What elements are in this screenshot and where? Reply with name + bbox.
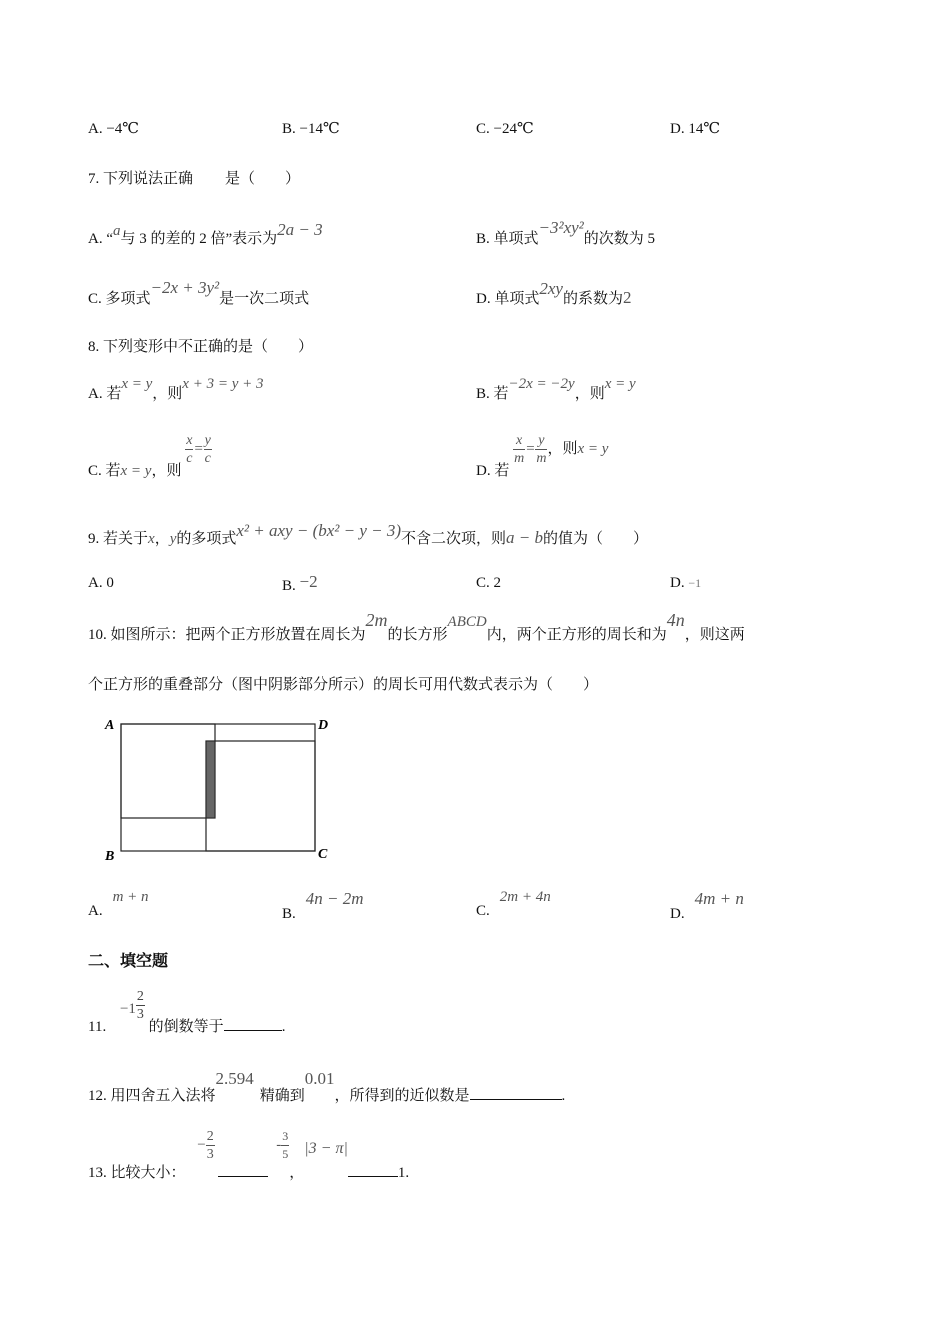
section-title-fill-in: 二、填空题 [88, 951, 169, 970]
q10-stem-d: ，则这两 [684, 627, 745, 643]
q13-answer-blank-1[interactable] [218, 1163, 268, 1177]
q10-option-d [670, 889, 744, 922]
q8-d-equals: = [525, 440, 536, 457]
q9-var-x: x [148, 531, 155, 547]
q9-b-label: B. [282, 578, 296, 594]
q8-d-prefix: D. 若 [476, 462, 510, 479]
q8-c-equals: = [193, 440, 204, 457]
q7-a-expr: 2a − 3 [277, 220, 323, 239]
q8-d-res: x = y [577, 440, 609, 457]
q11-fraction: $\frac{2}{3}$ [136, 989, 144, 1022]
q12-end: . [561, 1088, 566, 1104]
q10-stem-b: 的长方形 [387, 627, 448, 643]
q7-b-suffix: 的次数为 5 [583, 231, 656, 247]
q7-a-prefix: A. “ [88, 231, 113, 247]
q6-option-b: B. −14℃ [282, 121, 340, 137]
q8-c-prefix: C. 若 [88, 462, 121, 479]
q8-d-fraction-right: $\frac{y}{m}$ [536, 433, 547, 466]
q10-option-a [88, 889, 149, 919]
q12 [88, 1069, 566, 1105]
q8-a-prefix: A. 若 [88, 386, 122, 402]
q10-figure [100, 712, 340, 867]
q13-answer-blank-2[interactable] [348, 1163, 398, 1177]
label-d: D [318, 718, 329, 733]
q7-d-mid: 的系数为 [562, 291, 623, 307]
q8-option-d [476, 432, 609, 479]
q7-d-val: 2 [622, 288, 632, 307]
q9-var-y: y [169, 531, 177, 547]
q7-c-prefix: C. 多项式 [88, 291, 151, 307]
q10-stem-a: 10. 如图所示：把两个正方形放置在周长为 [88, 627, 366, 643]
q11 [88, 988, 286, 1035]
q11-number: 11. [88, 1018, 107, 1035]
label-b: B [105, 849, 115, 864]
q9-b-val: −2 [299, 572, 318, 591]
q9-expression: x² + axy − (bx² − y − 3) [236, 521, 402, 540]
q8-c-fraction-right: $\frac{y}{c}$ [204, 433, 211, 466]
q10-a-label: A. [88, 903, 103, 919]
q8-stem: 8. 下列变形中不正确的是（ ） [88, 339, 314, 355]
q10-d-expr: 4m + n [694, 889, 744, 908]
q10-stem-line2: 个正方形的重叠部分（图中阴影部分所示）的周长可用代数式表示为（ ） [88, 677, 599, 693]
q13-abs-expr: |3 − π| [304, 1139, 348, 1157]
q9-stem-c: 不含二次项，则 [401, 531, 507, 547]
q11-answer-blank[interactable] [224, 1017, 282, 1031]
q7-option-d [476, 279, 632, 308]
q8-option-a [88, 376, 264, 403]
q10-d-label: D. [670, 906, 685, 922]
q8-b-prefix: B. 若 [476, 386, 509, 402]
q8-d-fraction-left: $\frac{x}{m}$ [514, 433, 525, 466]
q8-c-fraction-left: $\frac{x}{c}$ [186, 433, 193, 466]
q10-sum-perimeter: 4n [666, 610, 685, 630]
q7-c-expr: −2x + 3y² [150, 278, 220, 297]
q12-value: 2.594 [215, 1069, 254, 1088]
q7-option-c [88, 278, 310, 308]
q13-fraction-1: $\frac{2}{3}$ [206, 1129, 214, 1162]
q12-mid: 精确到 [259, 1088, 305, 1104]
q6-option-c: C. −24℃ [476, 121, 534, 137]
q8-b-res: x = y [604, 376, 636, 392]
q6-option-a: A. −4℃ [88, 121, 140, 137]
q9-stem-a: 9. 若关于 [88, 531, 149, 547]
q9-option-b [282, 572, 318, 595]
q9-option-a: A. 0 [88, 575, 114, 591]
q7-stem-b: 是（ ） [225, 171, 301, 187]
q10-option-c [476, 889, 551, 919]
square-2 [206, 741, 315, 851]
q7-a-var: a [113, 223, 121, 239]
label-a: A [105, 718, 115, 733]
q7-d-expr: 2xy [539, 279, 563, 298]
q7-option-a [88, 220, 323, 248]
q8-d-comma: ，则 [547, 440, 578, 457]
q10-b-expr: 4n − 2m [305, 889, 364, 908]
q8-a-cond: x = y [121, 376, 153, 392]
q7-stem [88, 167, 300, 188]
q10-stem-c: 内，两个正方形的周长和为 [486, 627, 667, 643]
q9-stem-d: 的值为（ ） [543, 531, 649, 547]
q12-prefix: 12. 用四舍五入法将 [88, 1088, 216, 1104]
q13-prefix: 13. 比较大小： [88, 1164, 186, 1181]
q11-whole: −1 [119, 1000, 136, 1017]
q10-rect-name: ABCD [447, 614, 487, 630]
q9-stem-b: 的多项式 [176, 531, 237, 547]
q8-a-res: x + 3 = y + 3 [182, 376, 264, 392]
q8-option-c [88, 432, 212, 479]
q10-a-expr: m + n [112, 889, 149, 905]
q8-b-comma: ，则 [574, 386, 605, 402]
q9-option-d [670, 575, 701, 592]
q10-perimeter: 2m [365, 610, 388, 630]
shaded-overlap [206, 741, 215, 818]
q10-c-expr: 2m + 4n [499, 889, 551, 905]
q9-sep: ， [154, 531, 170, 547]
q8-c-comma: ，则 [151, 462, 182, 479]
q8-a-comma: ，则 [152, 386, 183, 402]
q9-stem [88, 521, 649, 548]
q8-c-cond: x = y [120, 462, 152, 479]
rectangle-abcd [121, 724, 315, 851]
label-c: C [318, 847, 328, 862]
q10-c-label: C. [476, 903, 490, 919]
q12-suffix: ，所得到的近似数是 [334, 1088, 470, 1104]
q9-d-val: −1 [688, 576, 702, 590]
q13-comma: ， [289, 1164, 305, 1181]
q10-option-b [282, 889, 364, 922]
q6-option-d: D. 14℃ [670, 121, 721, 137]
q13 [88, 1128, 410, 1181]
q9-d-label: D. [670, 575, 685, 591]
q10-b-label: B. [282, 906, 296, 922]
q7-b-expr: −3²xy² [538, 218, 584, 237]
q7-c-suffix: 是一次二项式 [219, 291, 310, 307]
q13-end: 1. [397, 1164, 410, 1181]
q9-expression-2: a − b [506, 528, 544, 547]
q11-text: 的倒数等于 [148, 1018, 224, 1035]
q13-fraction-2: $\frac{3}{5}$ [282, 1129, 289, 1161]
q13-neg: − [197, 1136, 206, 1153]
q9-option-c: C. 2 [476, 575, 502, 591]
q13-dash: - [276, 1136, 282, 1153]
q12-precision: 0.01 [304, 1069, 335, 1088]
q7-b-prefix: B. 单项式 [476, 231, 539, 247]
q12-answer-blank[interactable] [470, 1086, 562, 1100]
q7-option-b [476, 218, 656, 248]
q10-stem-line1 [88, 610, 745, 644]
q7-a-mid: 与 3 的差的 2 倍”表示为 [120, 231, 278, 247]
square-1 [121, 724, 215, 818]
q7-stem-a: 7. 下列说法正确 [88, 171, 194, 187]
q8-option-b [476, 376, 636, 403]
q7-d-prefix: D. 单项式 [476, 291, 540, 307]
q11-end: . [281, 1018, 286, 1035]
q8-b-cond: −2x = −2y [508, 376, 575, 392]
